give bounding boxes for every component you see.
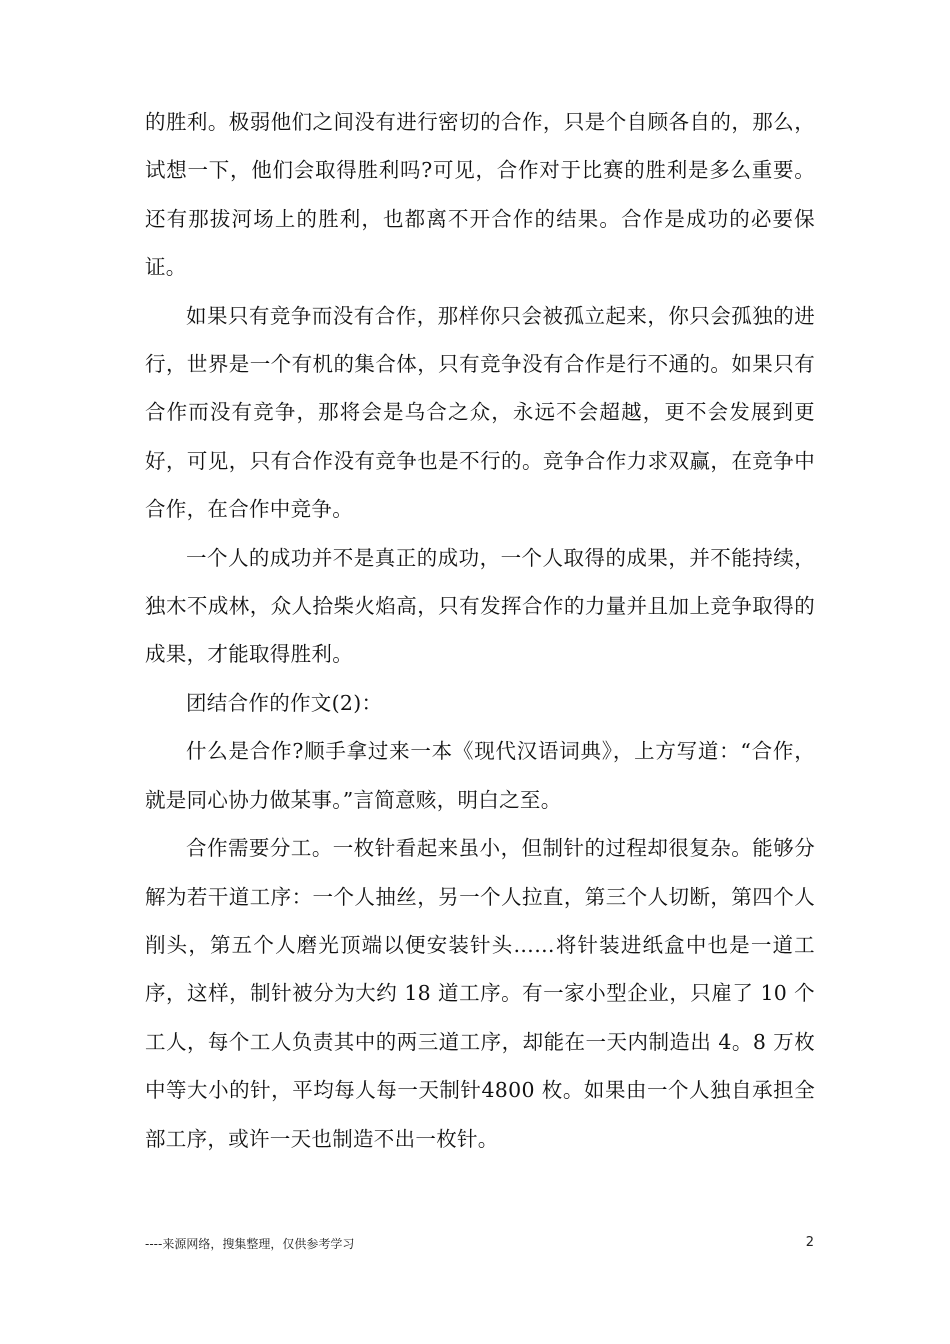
paragraph: 合作需要分工。一枚针看起来虽小，但制针的过程却很复杂。能够分解为若干道工序：一个人抽丝，另一个人拉直，第三个人切断，第四个人削头，第五个人磨光顶端以便安装针头……将针装进纸盒中也是一道工序，这样，制针被分为大约 18 道工序。有一家小型企业，只雇了 10 个工人，每个工人负责其中的两三道工序，却能在一天内制造出 4。8 万枚中等大小的针，平均每人每一天制针4800 枚。如果由一个人独自承担全部工序，或许一天也制造不出一枚针。 [145,836,815,1151]
paragraph: 如果只有竞争而没有合作，那样你只会被孤立起来，你只会孤独的进行，世界是一个有机的集合体，只有竞争没有合作是行不通的。如果只有合作而没有竞争，那将会是乌合之众，永远不会超越，更不会发展到更好，可见，只有合作没有竞争也是不行的。竞争合作力求双赢，在竞争中合作，在合作中竞争。 [145,303,815,522]
footer-source-note: ----来源网络，搜集整理，仅供参考学习 [145,1237,355,1251]
paragraph-continuation: 的胜利。极弱他们之间没有进行密切的合作，只是个自顾各自的，那么，试想一下，他们会取得胜利吗?可见，合作对于比赛的胜利是多么重要。还有那拔河场上的胜利，也都离不开合作的结果。合作是成功的必要保证。 [145,110,815,280]
paragraph: 什么是合作?顺手拿过来一本《现代汉语词典》，上方写道：“合作，就是同心协力做某事。”言简意赅，明白之至。 [145,739,815,812]
paragraph: 一个人的成功并不是真正的成功，一个人取得的成果，并不能持续，独木不成林，众人拾柴火焰高，只有发挥合作的力量并且加上竞争取得的成果，才能取得胜利。 [145,545,815,667]
document-body [145,98,815,1163]
section-heading: 团结合作的作文(2)： [186,690,383,715]
page-number: 2 [805,1235,814,1250]
